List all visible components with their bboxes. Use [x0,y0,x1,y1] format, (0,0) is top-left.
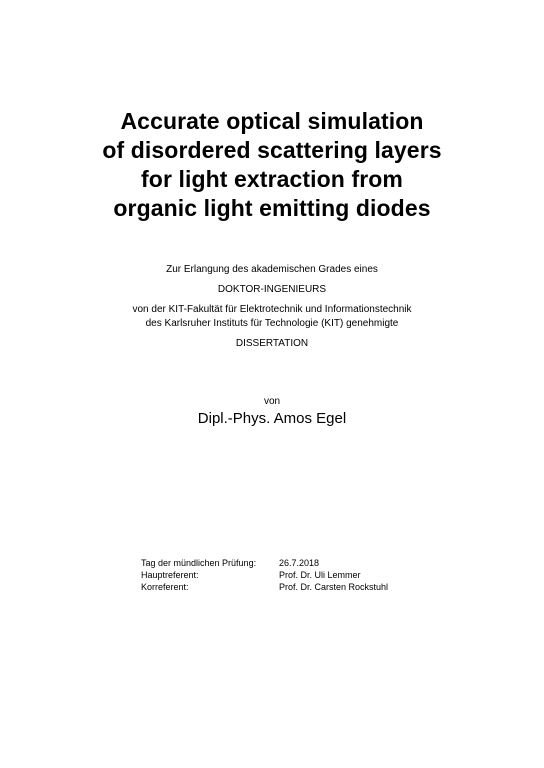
von-label: von [263,396,281,407]
exam-details [141,557,388,593]
thesis-title [0,107,544,223]
title-line-2: of disordered scattering layers [102,137,442,163]
title-line-1: Accurate optical simulation [120,108,424,134]
main-referee-label: Hauptreferent: [141,570,199,580]
main-referee-value: Prof. Dr. Uli Lemmer [279,570,361,580]
author-name: Dipl.-Phys. Amos Egel [197,410,347,427]
exam-date-label: Tag der mündlichen Prüfung: [141,558,257,568]
exam-row [141,569,388,581]
exam-date-value: 26.7.2018 [279,558,320,568]
title-line-3: for light extraction from [141,166,403,192]
exam-row [141,581,388,593]
degree-name: DOKTOR-INGENIEURS [217,284,327,295]
co-referee-label: Korreferent: [141,582,189,592]
title-line-4: organic light emitting diodes [113,195,431,221]
faculty-line-1: von der KIT-Fakultät für Elektrotechnik und Informationstechnik [132,304,412,315]
co-referee-value: Prof. Dr. Carsten Rockstuhl [279,582,389,592]
degree-intro: Zur Erlangung des akademischen Grades eines [166,264,378,275]
degree-statement [0,263,544,351]
exam-row [141,557,388,569]
faculty-line-2: des Karlsruher Instituts für Technologie (KIT) genehmigte [145,318,399,329]
document-type: DISSERTATION [235,338,309,349]
